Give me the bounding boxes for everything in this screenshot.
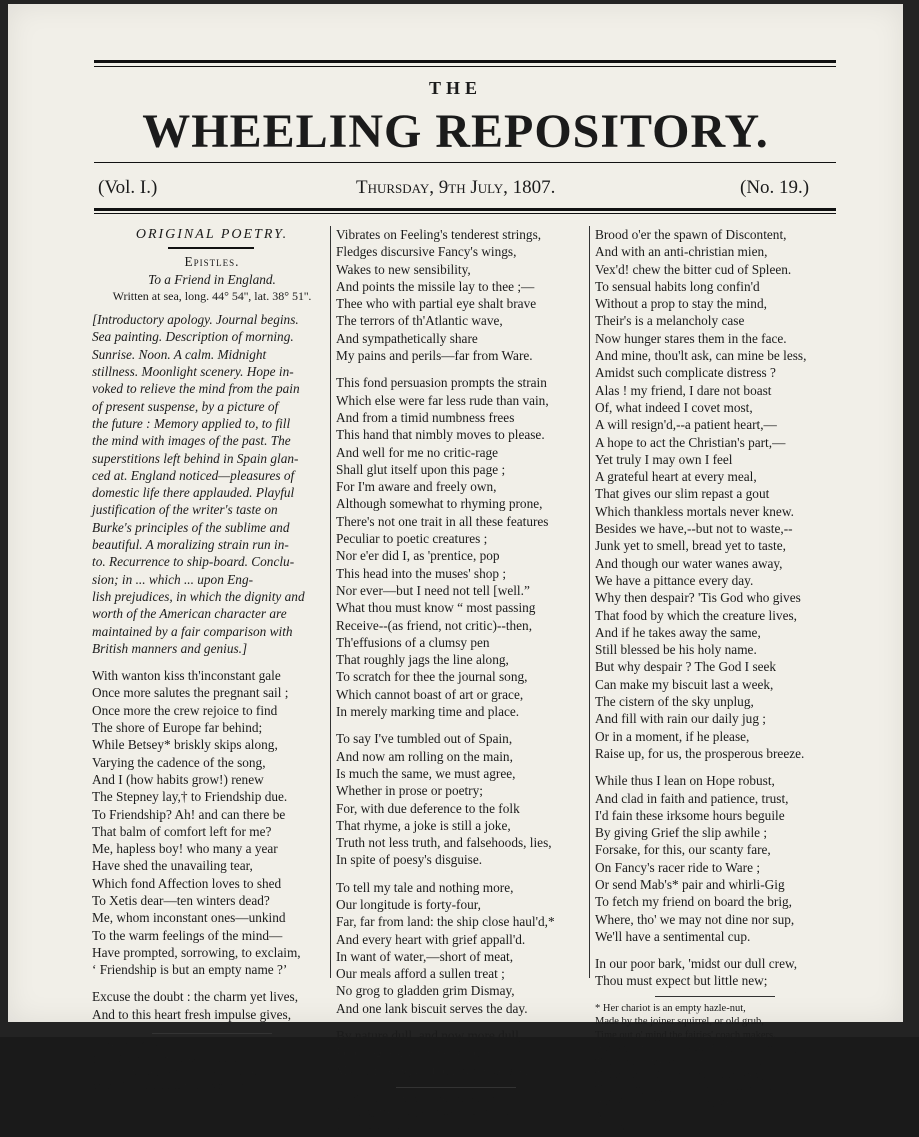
poem-line: Still blessed be his holy name. <box>595 642 757 658</box>
poem-line: Amidst such complicate distress ? <box>595 365 776 381</box>
argument-line: of present suspense, by a picture of <box>92 398 279 414</box>
poem-line: Yet truly I may own I feel <box>595 451 733 467</box>
poem-line: Or in a moment, if he please, <box>595 728 750 744</box>
poem-line: And to this heart fresh impulse gives, <box>92 1006 292 1022</box>
poem-line: Vibrates on Feeling's tenderest strings, <box>336 227 542 242</box>
poem-line: Thee who with partial eye shalt brave <box>336 296 537 312</box>
poem-line: In want of water,—short of meat, <box>336 948 514 964</box>
poem-line: Although somewhat to rhyming prone, <box>336 496 543 512</box>
stanza <box>336 374 586 720</box>
dateline-rule <box>94 208 836 211</box>
poem-line: In spite of poesy's disguise. <box>336 852 483 868</box>
poem-argument <box>92 311 332 657</box>
poem-line: Have prompted, sorrowing, to exclaim, <box>92 944 301 960</box>
poem-line: Once more salutes the pregnant sail ; <box>92 685 289 701</box>
footnote-line: &c. <box>595 1110 611 1122</box>
poem-line: And points the missile lay to thee ;— <box>336 278 535 294</box>
poem-line: And mine, thou'lt ask, can mine be less, <box>595 348 807 364</box>
footnote-line: The cover of the wings of grass-hoppers ; <box>595 1056 770 1068</box>
poem-line: Truth not less truth, and falsehoods, lies, <box>336 835 552 851</box>
masthead-rule <box>94 162 836 163</box>
ornament-divider <box>92 243 332 253</box>
poem-line: Or send Mab's* pair and whirli-Gig <box>595 876 785 892</box>
poem-line: A hope to act the Christian's part,— <box>595 434 786 450</box>
poem-line: And if he takes away the same, <box>595 624 761 640</box>
poem-line: Our meals afford a sullen treat ; <box>336 966 505 982</box>
poem-line: And fill with rain our daily jug ; <box>595 711 766 727</box>
poem-line: And from a timid numbness frees <box>336 409 515 425</box>
argument-line: stillness. Moonlight scenery. Hope in- <box>92 364 294 380</box>
poem-line: This head into the muses' shop ; <box>336 565 507 581</box>
argument-line: worth of the American character are <box>92 606 287 622</box>
poem-line: And though our water wanes away, <box>595 555 783 571</box>
poem-line: That rhyme, a joke is still a joke, <box>336 817 511 833</box>
footnote-line: Her waggon spokes made of long spinners' legs; <box>595 1043 798 1055</box>
poem-line: Me, hapless boy! who many a year <box>92 841 278 857</box>
footnote-line: * Her chariot is an empty hazle-nut, <box>595 1002 746 1014</box>
footnote-line: the wind is ahead. <box>336 1120 412 1132</box>
argument-line: justification of the writer's taste on <box>92 502 278 518</box>
poem-line: ‘ Friendship is but an empty name ?’ <box>92 962 288 978</box>
poem-line: A will resign'd,--a patient heart,— <box>595 417 777 433</box>
poem-line: Vex'd! chew the bitter cud of Spleen. <box>595 261 792 277</box>
volume-label: (Vol. I.) <box>98 177 158 198</box>
newspaper-page <box>8 4 903 1136</box>
poem-line: The cistern of the sky unplug, <box>595 694 754 710</box>
top-rule-thin <box>94 66 836 67</box>
poem-line: To the warm feelings of the mind— <box>92 927 283 943</box>
poem-line: Now hunger stares them in the face. <box>595 330 787 346</box>
poem-line: That food by which the creature lives, <box>595 607 797 623</box>
poem-line: Receive--(as friend, not critic)--then, <box>336 617 533 633</box>
poem-subtitle: To a Friend in England. <box>148 271 276 287</box>
poem-line: Raise up, for us, the prosperous breeze. <box>595 745 805 761</box>
poem-line: Our longitude is forty-four, <box>336 896 481 912</box>
argument-line: [Introductory apology. Journal begins. <box>92 312 299 328</box>
poem-line: Of, what indeed I covet most, <box>595 399 753 415</box>
poem-line: In merely marking time and place. <box>336 704 520 720</box>
poem-line: To tell my tale and nothing more, <box>336 879 514 895</box>
issue-date: Thursday, 9th July, 1807. <box>356 177 556 198</box>
argument-line: British manners and genius.] <box>92 640 248 656</box>
footnote-line: * A ship is said to be close hauled, when <box>336 1093 506 1105</box>
poem-line: To Xetis dear—ten winters dead? <box>92 892 270 908</box>
poem-line: Excuse the doubt : the charm yet lives, <box>92 989 299 1005</box>
poem-line: To sensual habits long confin'd <box>595 278 760 294</box>
column-1 <box>92 226 332 1093</box>
poem-location: Written at sea, long. 44° 54'', lat. 38° 51''. <box>112 288 312 303</box>
poem-line: And every heart with grief appall'd. <box>336 931 526 947</box>
poem-line: On Fancy's racer ride to Ware ; <box>595 859 761 875</box>
poem-line: To scratch for thee the journal song, <box>336 669 528 685</box>
argument-line: Sunrise. Noon. A calm. Midnight <box>92 346 267 362</box>
issue-number: (No. 19.) <box>740 177 810 198</box>
poem-line: Fledges discursive Fancy's wings, <box>336 244 517 260</box>
poem-line: For I'm aware and freely own, <box>336 479 497 495</box>
masthead-title: WHEELING REPOSITORY. <box>142 105 769 158</box>
poem-line: A grateful heart at every meal, <box>595 469 757 485</box>
footnote-line: The collars, of the moon shine's wat'ry beams; <box>595 1083 790 1095</box>
poem-line: Thou must expect but little new; <box>595 973 768 989</box>
poem-line: Brood o'er the spawn of Discontent, <box>595 227 787 242</box>
footnotes <box>336 1093 586 1134</box>
footnote-line: Made by the joiner squirrel, or old grub, <box>595 1016 764 1028</box>
footnote-line: Rom & Jul. <box>595 1124 644 1136</box>
poem-line: Far, far from land: the ship close haul'd,* <box>336 914 555 930</box>
top-rule <box>94 60 836 63</box>
poem-line: We'll have a sentimental cup. <box>595 928 751 944</box>
poem-line: By giving Grief the slip awhile ; <box>595 825 768 841</box>
poem-line: Whether in prose or poetry; <box>336 783 483 799</box>
poem-line: The Stepney lay,† to Friendship due. <box>92 789 288 805</box>
poem-line: To Friendship? Ah! and can there be <box>92 806 286 822</box>
poem-line: With wanton kiss th'inconstant gale <box>92 668 281 684</box>
poem-line: Forsake, for this, our scanty fare, <box>595 842 771 858</box>
poem-line: And with an anti-christian mien, <box>595 244 768 260</box>
poem-line: While thus I lean on Hope robust, <box>595 773 775 789</box>
argument-line: sion; in ... which ... upon Eng- <box>92 571 254 587</box>
stanza <box>336 879 586 1017</box>
poem-line: This fond persuasion prompts the strain <box>336 375 547 391</box>
poem-line: The terrors of th'Atlantic wave, <box>336 313 503 329</box>
argument-line: lish prejudices, in which the dignity and <box>92 588 305 604</box>
argument-line: Sea painting. Description of morning. <box>92 329 294 345</box>
poem-line: Besides we have,--but not to waste,-- <box>595 521 793 537</box>
poem-line: My comrades, all their patience spent, <box>336 1062 539 1078</box>
dateline-rule-thin <box>94 213 836 214</box>
poem-line: The shore of Europe far behind; <box>92 720 263 736</box>
stanza <box>336 730 586 868</box>
poem-line: And well for me no critic-rage <box>336 444 499 460</box>
argument-line: maintained by a fair comparison with <box>92 623 293 639</box>
stanza <box>595 955 895 990</box>
poem-line: Have shed the unavailing tear, <box>92 858 253 874</box>
stanza <box>595 226 895 762</box>
poem-line: For, with due deference to the folk <box>336 800 520 816</box>
poem-line: Without a prop to stay the mind, <box>595 296 767 312</box>
poem-line: Nor e'er did I, as 'prentice, pop <box>336 548 500 564</box>
argument-line: ced at. England noticed—pleasures of <box>92 467 295 483</box>
poem-line: Varying the cadence of the song, <box>92 754 266 770</box>
column-3 <box>595 226 895 1137</box>
argument-line: beautiful. A moralizing strain run in- <box>92 537 289 553</box>
footnotes <box>92 1039 332 1093</box>
argument-line: superstitions left behind in Spain glan- <box>92 450 299 466</box>
poem-line: And clad in faith and patience, trust, <box>595 790 789 806</box>
poem-line: Th'effusions of a clumsy pen <box>336 634 490 650</box>
argument-line: the future : Memory applied to, to fill <box>92 415 291 431</box>
argument-line: the mind with images of the past. The <box>92 433 291 449</box>
poem-line: Where, tho' we may not dine nor sup, <box>595 911 795 927</box>
stanza <box>595 772 895 945</box>
poem-line: Once more the crew rejoice to find <box>92 702 278 718</box>
poem-line: In our poor bark, 'midst our dull crew, <box>595 956 798 972</box>
poem-line: That gives our slim repast a gout <box>595 486 770 502</box>
argument-line: Burke's principles of the sublime and <box>92 519 290 535</box>
poem-line: This hand that nimbly moves to please. <box>336 427 545 443</box>
poem-line: And sympathetically share <box>336 330 478 346</box>
poem-line: No grog to gladden grim Dismay, <box>336 983 515 999</box>
poem-line: Which else were far less rude than vain, <box>336 392 549 408</box>
poem-line: To say I've tumbled out of Spain, <box>336 731 513 747</box>
section-heading: ORIGINAL POETRY. <box>135 227 289 242</box>
poem-line: Which thankless mortals never knew. <box>595 503 794 519</box>
poem-line: Their's is a melancholy case <box>595 313 745 329</box>
stanza <box>336 1027 586 1079</box>
poem-line: To fetch my friend on board the brig, <box>595 894 792 910</box>
poem-line: That roughly jags the line along, <box>336 652 509 668</box>
poem-line: We have a pittance every day. <box>595 572 754 588</box>
argument-line: to. Recurrence to ship-board. Conclu- <box>92 554 295 570</box>
poem-line: Which cannot boast of art or grace, <box>336 686 524 702</box>
footnote-line: brats of mine entitled to the same provision ? <box>92 1080 282 1092</box>
column-divider-2 <box>589 226 590 978</box>
poem-line: Peculiar to poetic creatures ; <box>336 531 488 547</box>
footnote-line: The traces, of the smallest spider's web ; <box>595 1070 765 1082</box>
stanza <box>92 667 332 978</box>
footnote-line: * The brig Eliza. <box>92 1040 163 1052</box>
poem-line: That balm of comfort left for me? <box>92 823 272 839</box>
poem-line: I'd fain these irksome hours beguile <box>595 807 785 823</box>
footnotes <box>595 1002 895 1137</box>
poem-line: Junk yet to smell, bread yet to taste, <box>595 538 786 554</box>
poem-line: And I (how habits grow!) renew <box>92 771 264 787</box>
poem-line: There's not one trait in all these features <box>336 513 549 529</box>
poem-line: Nor ever—but I need not tell [well.” <box>336 582 530 598</box>
column-2 <box>336 226 586 1133</box>
poem-line: And one lank biscuit serves the day. <box>336 1000 528 1016</box>
poem-line: My pains and perils—far from Ware. <box>336 348 533 364</box>
poem-line: Which fond Affection loves to shed <box>92 875 282 891</box>
stanza <box>336 226 586 364</box>
poem-line: Why then despair? 'Tis God who gives <box>595 590 801 606</box>
footnote-line: Time out o' mind the fairies' coach makers. <box>595 1029 776 1041</box>
poem-heading: Epistles. <box>184 254 240 270</box>
poem-line: What thou must know “ most passing <box>336 600 536 616</box>
poem-line: Wakes to new sensibility, <box>336 261 471 277</box>
poem-line: Poor rogues, with half a belly-ful, <box>336 1045 516 1061</box>
footnote-line: ment in Stepney parish Q ... are not these <box>92 1067 265 1079</box>
stanza <box>92 988 332 1023</box>
poem-line: By nature dull, and now more dull, <box>336 1028 523 1044</box>
poem-line: Alas ! my friend, I dare not boast <box>595 382 772 398</box>
footnote-line: † All children born at sea have their settle- <box>92 1053 271 1065</box>
poem-line: While Betsey* briskly skips along, <box>92 737 278 753</box>
poem-line: And now am rolling on the main, <box>336 748 513 764</box>
argument-line: voked to relieve the mind from the pain <box>92 381 300 397</box>
poem-line: Is much the same, we must agree, <box>336 765 516 781</box>
poem-line: Me, whom inconstant ones—unkind <box>92 910 286 926</box>
argument-line: domestic life there applauded. Playful <box>92 485 295 501</box>
masthead-pre-title: THE <box>428 78 482 98</box>
footnote-line: failing by the wind; a pretty good proof that <box>336 1107 521 1119</box>
poem-line: Shall glut itself upon this page ; <box>336 461 506 477</box>
poem-line: But why despair ? The God I seek <box>595 659 777 675</box>
poem-line: Can make my biscuit last a week, <box>595 676 774 692</box>
footnote-line: Her whip, of cricket's bones; the lash of film, <box>595 1097 785 1109</box>
